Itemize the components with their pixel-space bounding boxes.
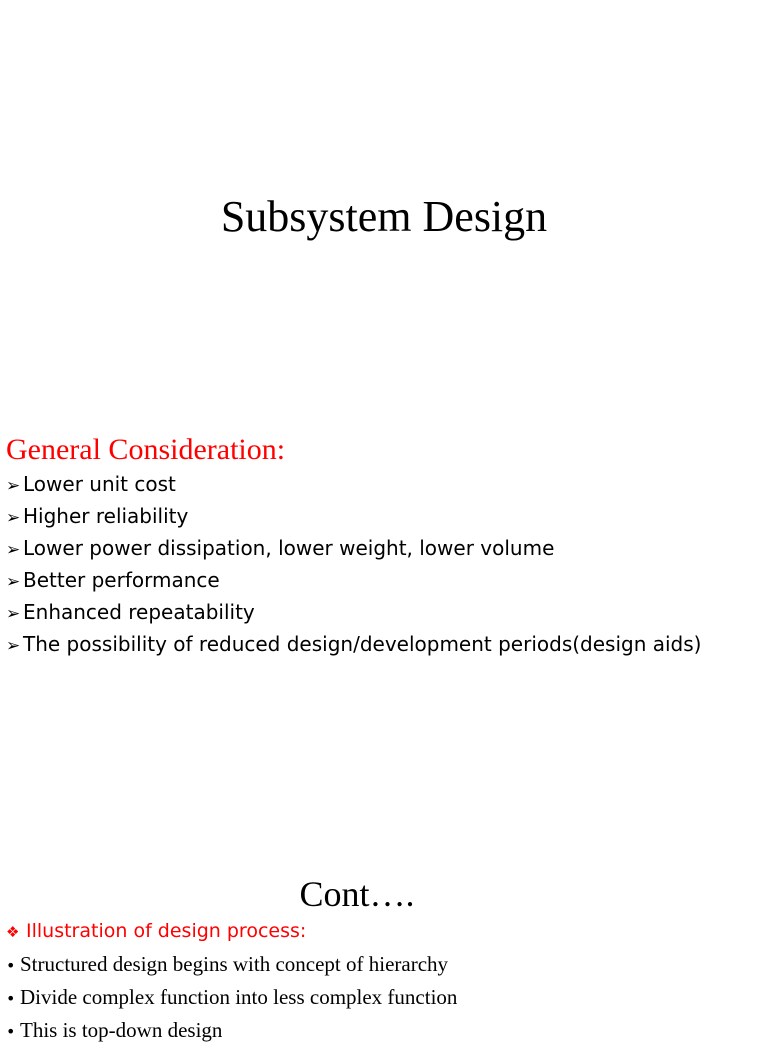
consideration-list xyxy=(6,468,701,660)
list-item-text: The possibility of reduced design/development periods(design aids) xyxy=(23,632,702,656)
slide-continued xyxy=(0,820,768,1042)
list-item xyxy=(6,1014,457,1047)
list-item-text: This is top-down design xyxy=(20,1018,223,1042)
arrowhead-icon: ➢ xyxy=(6,572,21,592)
list-item xyxy=(6,596,701,628)
arrowhead-icon: ➢ xyxy=(6,636,21,656)
list-item xyxy=(6,532,701,564)
continued-title: Cont…. xyxy=(299,874,415,914)
list-item-text: Better performance xyxy=(23,568,220,592)
four-diamond-icon: ❖ xyxy=(6,923,20,941)
slide-general-consideration xyxy=(0,400,768,820)
list-item-text: Lower unit cost xyxy=(23,472,176,496)
section-heading: General Consideration: xyxy=(6,433,286,466)
design-process-list xyxy=(6,948,457,1047)
list-item xyxy=(6,564,701,596)
slide-title-text: Subsystem Design xyxy=(220,192,548,241)
arrowhead-icon: ➢ xyxy=(6,508,21,528)
list-item xyxy=(6,468,701,500)
dot-icon: • xyxy=(6,1022,16,1041)
list-item xyxy=(6,948,457,981)
list-item-text: Higher reliability xyxy=(23,504,189,528)
list-item-text: Lower power dissipation, lower weight, lower volume xyxy=(23,536,555,560)
arrowhead-icon: ➢ xyxy=(6,604,21,624)
list-item-text: Divide complex function into less complex function xyxy=(20,985,458,1009)
list-item-text: Structured design begins with concept of hierarchy xyxy=(20,952,449,976)
arrowhead-icon: ➢ xyxy=(6,540,21,560)
slide-title xyxy=(0,0,768,400)
list-item xyxy=(6,981,457,1014)
arrowhead-icon: ➢ xyxy=(6,476,21,496)
design-process-heading-text: Illustration of design process: xyxy=(26,920,307,942)
list-item xyxy=(6,628,701,660)
dot-icon: • xyxy=(6,956,16,975)
dot-icon: • xyxy=(6,989,16,1008)
design-process-heading xyxy=(6,916,306,947)
list-item-text: Enhanced repeatability xyxy=(23,600,255,624)
list-item xyxy=(6,500,701,532)
